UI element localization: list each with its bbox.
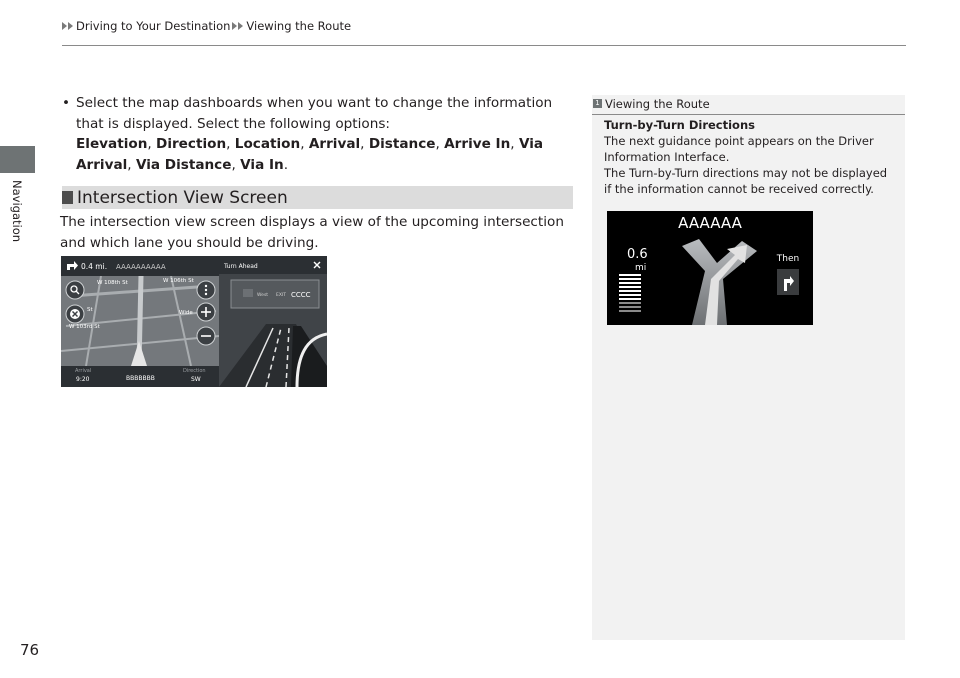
cancel-route-button[interactable] — [66, 305, 84, 323]
street-label: W 106th St — [163, 278, 194, 284]
screen2-distance-value: 0.6 — [627, 247, 648, 262]
screen1-street-header: AAAAAAAAAA — [116, 263, 166, 271]
street-label: Wide — [179, 310, 193, 316]
menu-button[interactable] — [197, 281, 215, 299]
section-heading — [62, 186, 573, 209]
options-list: Elevation, Direction, Location, Arrival, Distance, Arrive In, Via Arrival, Via Distance, Via In. — [76, 136, 544, 173]
more-vertical-icon — [205, 285, 207, 287]
street-label: St — [87, 307, 93, 313]
option-item: Via Arrival — [76, 136, 544, 173]
sign-exit: EXIT — [276, 293, 287, 298]
triangle-right-icon — [68, 22, 73, 30]
screen2-distance-unit: mi — [635, 263, 647, 273]
screen1-distance: 0.4 mi. — [81, 262, 108, 271]
sidebar-body — [604, 117, 894, 197]
option-item: Via In — [240, 156, 284, 173]
search-button[interactable] — [66, 281, 84, 299]
breadcrumb-arrows — [232, 22, 244, 30]
bullet-intro: Select the map dashboards when you want to change the information that is displayed. Select the following options: — [76, 95, 553, 132]
breadcrumb-item-1[interactable]: Driving to Your Destination — [76, 19, 231, 33]
square-bullet-icon — [62, 191, 73, 204]
street-label: W 108th St — [97, 280, 128, 286]
breadcrumb-arrows — [62, 22, 74, 30]
option-item: Distance — [368, 136, 436, 152]
sidebar-subtitle: Turn-by-Turn Directions — [604, 118, 755, 132]
option-item: Direction — [156, 136, 227, 152]
screen2-street: AAAAAA — [678, 214, 742, 232]
sign-text: CCCC — [291, 291, 311, 299]
sidebar-header — [592, 97, 905, 115]
direction-label: Direction — [183, 368, 206, 374]
breadcrumb — [62, 19, 351, 33]
chapter-tab — [0, 146, 35, 173]
turn-ahead-label: Turn Ahead — [224, 263, 258, 270]
section-title: Intersection View Screen — [77, 187, 288, 208]
breadcrumb-item-2[interactable]: Viewing the Route — [246, 19, 352, 33]
page-number: 76 — [20, 641, 40, 659]
zoom-out-button[interactable] — [197, 327, 215, 345]
direction-value: SW — [191, 376, 201, 383]
zoom-in-button[interactable] — [197, 303, 215, 321]
bullet-dot-icon: • — [62, 95, 71, 111]
triangle-right-icon — [238, 22, 243, 30]
bottom-street: BBBBBBB — [126, 375, 155, 382]
intersection-view-screenshot — [61, 256, 327, 387]
sidebar-header-text: Viewing the Route — [605, 97, 710, 111]
option-item: Arrive In — [444, 136, 511, 152]
note-sidebar — [592, 95, 905, 640]
chapter-label — [2, 180, 30, 260]
options-bullet — [62, 93, 582, 175]
sign-west: West — [257, 293, 269, 298]
option-item: Location — [234, 136, 301, 152]
option-item: Elevation — [76, 136, 148, 152]
chapter-label-text: Navigation — [10, 180, 24, 243]
option-item: Via Distance — [135, 156, 232, 173]
reference-icon: 1 — [593, 99, 602, 108]
triangle-right-icon — [232, 22, 237, 30]
driver-info-interface-screenshot — [607, 211, 813, 325]
arrival-value: 9:20 — [76, 376, 90, 383]
sidebar-text-2: The Turn-by-Turn directions may not be displayed if the information cannot be received correctly. — [604, 166, 888, 196]
section-paragraph: The intersection view screen displays a view of the upcoming intersection and which lane you should be driving. — [60, 214, 564, 251]
header-divider — [62, 45, 906, 46]
then-label: Then — [776, 254, 800, 264]
sidebar-text-1: The next guidance point appears on the Driver Information Interface. — [604, 134, 874, 164]
arrival-label: Arrival — [75, 368, 92, 374]
option-item: Arrival — [308, 136, 361, 152]
triangle-right-icon — [62, 22, 67, 30]
street-label: W 103rd St — [69, 324, 100, 330]
